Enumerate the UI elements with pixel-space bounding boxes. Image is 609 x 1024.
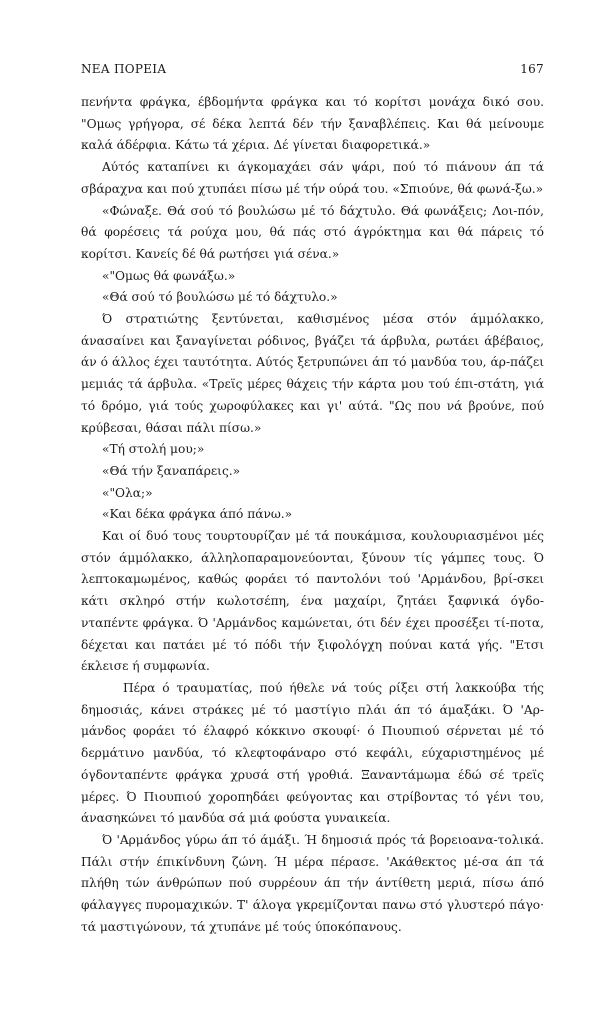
page-header	[81, 62, 544, 76]
paragraph: πενήντα φράγκα, έβδομήντα φράγκα και τό κορίτσι μονάχα δικό σου. "Ομως γρήγορα, σέ δέκα λεπτά δέν τήν ξαναβλέπεις. Και θά μείνουμε καλά άδέρφια. Κάτω τά χέρια. Δέ γίνεται διαφορετικά.»	[81, 95, 544, 153]
body-text	[81, 92, 544, 938]
paragraph: Και οί δυό τους τουρτουρίζαν μέ τά πουκάμισα, κουλουριασμένοι μές στόν άμμόλακκο, άλληλοπαραμονεύονται, ξύνουν τίς γάμπες τους. Ό λεπτοκαμωμένος, καθώς φοράει τό παντολόνι τού 'Αρμάνδου, βρί-σκει κάτι σκληρό στήν κωλοτσέπη, ένα μαχαίρι, ζητάει ξαφνικά όγδο-νταπέντε φράγκα. Ό 'Αρμάνδος καμώνεται, ότι δέν έχει προσέξει τί-ποτα, δέχεται και πατάει μέ τό πόδι τήν ξιφολόγχη πούναι κατά γής. "Ετσι έκλεισε ή συμφωνία.	[81, 529, 544, 674]
paragraph: Ό 'Αρμάνδος γύρω άπ τό άμάξι. Ή δημοσιά πρός τά βορειοανα-τολικά. Πάλι στήν έπικίνδυνη ζώνη. Ή μέρα πέρασε. 'Ακάθεκτος μέ-σα άπ τά πλήθη τών άνθρώπων πού συρρέουν άπ τήν άντίθετη μεριά, πίσω άπό φάλαγγες πυρομαχικών. Τ' άλογα γκρεμίζονται πανω στό γλυστερό πάγο· τά μαστιγώνουν, τά χτυπάνε μέ τούς ύποκόπανους.	[81, 832, 544, 934]
paragraph: «Θά τήν ξαναπάρεις.»	[102, 463, 241, 478]
paragraph: Πέρα ό τραυματίας, πού ήθελε νά τούς ρίξει στή λακκούβα τής δημοσιάς, κάνει στράκες μέ τό μαστίγιο πλάι άπ τό άμαξάκι. Ό 'Αρ-μάνδος φοράει τό έλαφρό κόκκινο σκουφί· ό Πιουπιού σέρνεται μέ τό δερμάτινο μανδύα, τό κλεφτοφάναρο στό κεφάλι, εύχαριστημένος μέ όγδονταπέντε φράγκα χρυσά στή γροθιά. Ξαναντάμωμα έδώ σέ τρεϊς μέρες. Ό Πιουπιού χοροπηδάει φεύγοντας και στρίβοντας τό γένι του, άνασηκώνει τό μανδύα σά μιά φούστα γυναικεία.	[81, 680, 544, 826]
paragraph: «Τή στολή μου;»	[102, 442, 205, 457]
paragraph: «"Ολα;»	[102, 485, 153, 500]
running-title: ΝΕΑ ΠΟΡΕΙΑ	[81, 62, 167, 76]
paragraph: Αύτός καταπίνει κι άγκομαχάει σάν ψάρι, πού τό πιάνουν άπ τά σβάραχνα και πού χτυπάει πίσω μέ τήν ούρά του. «Σπιούνε, θά φωνά-ξω.»	[81, 160, 544, 196]
paragraph: «Φώναξε. Θά σού τό βουλώσω μέ τό δάχτυλο. Θά φωνάξεις; Λοι-πόν, θά φορέσεις τά ρούχα μου, θά πάς στό άγρόκτημα και θά πάρεις τό κορίτσι. Κανείς δέ θά ρωτήσει γιά σένα.»	[81, 203, 544, 261]
paragraph: «"Ομως θά φωνάξω.»	[102, 268, 236, 283]
paragraph: «Θά σού τό βουλώσω μέ τό δάχτυλο.»	[102, 290, 338, 305]
page-number: 167	[520, 62, 544, 76]
paragraph: Ό στρατιώτης ξεντύνεται, καθισμένος μέσα στόν άμμόλακκο, άνασαίνει και ξαναγίνεται ρόδινος, βγάζει τά άρβυλα, ρωτάει άβέβαιος, άν ό άλλος έχει ταυτότητα. Αύτός ξετρυπώνει άπ τό μανδύα του, άρ-πάζει μεμιάς τά άρβυλα. «Τρεϊς μέρες θάχεις τήν κάρτα μου τού έπι-στάτη, γιά τό δρόμο, γιά τούς χωροφύλακες και γι' αύτά. "Ως που νά βρούνε, πού κρύβεσαι, θάσαι πάλι πίσω.»	[81, 312, 544, 435]
paragraph: «Και δέκα φράγκα άπό πάνω.»	[102, 507, 293, 522]
